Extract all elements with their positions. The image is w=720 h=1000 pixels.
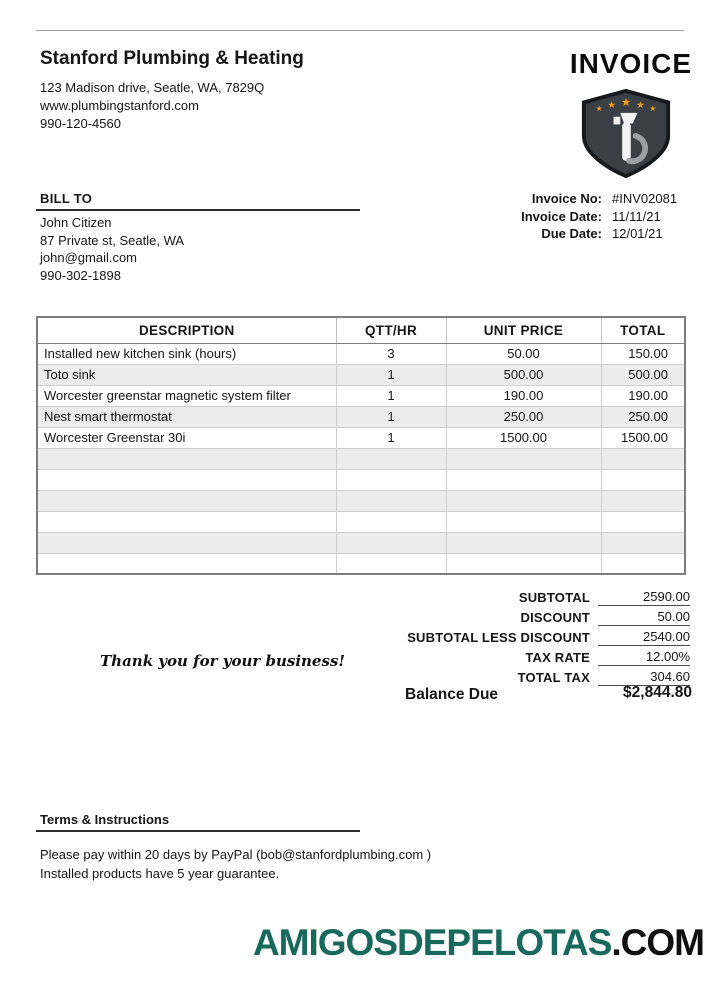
company-name: Stanford Plumbing & Heating xyxy=(40,48,304,69)
table-row-empty xyxy=(37,448,685,469)
terms-line: Installed products have 5 year guarantee. xyxy=(40,865,280,881)
table-row xyxy=(37,427,685,448)
svg-text:★: ★ xyxy=(649,104,657,113)
total-row-label: DISCOUNT xyxy=(520,610,590,625)
total-row-value: 12.00% xyxy=(598,649,690,666)
svg-text:★: ★ xyxy=(636,100,645,112)
invoice-date-value: 11/11/21 xyxy=(612,208,661,224)
cell-empty xyxy=(37,448,336,469)
cell-empty xyxy=(37,490,336,511)
cell-total: 250.00 xyxy=(601,406,685,427)
svg-text:★: ★ xyxy=(620,95,632,110)
cell-empty xyxy=(37,553,336,574)
total-row-label: TAX RATE xyxy=(525,650,590,665)
cell-empty xyxy=(336,448,446,469)
cell-total: 500.00 xyxy=(601,364,685,385)
cell-qty: 3 xyxy=(336,343,446,364)
cell-empty xyxy=(336,511,446,532)
invoice-date-label: Invoice Date: xyxy=(521,208,602,224)
total-row-value: 50.00 xyxy=(598,609,690,626)
cell-empty xyxy=(601,511,685,532)
cell-qty: 1 xyxy=(336,406,446,427)
table-row xyxy=(37,343,685,364)
company-header xyxy=(40,48,304,133)
thank-you-note: Thank you for your business! xyxy=(100,652,345,670)
table-header-row xyxy=(37,317,685,343)
bill-to-address: 87 Private st, Seatle, WA xyxy=(40,232,185,248)
invoice-title: INVOICE xyxy=(569,48,692,79)
column-header-unit-price: UNIT PRICE xyxy=(446,317,601,343)
table-row-empty xyxy=(37,469,685,490)
top-divider xyxy=(36,30,684,31)
cell-description: Worcester greenstar magnetic system filter xyxy=(37,385,336,406)
column-header-description: DESCRIPTION xyxy=(37,317,336,343)
balance-due-value: $2,844.80 xyxy=(623,684,692,701)
cell-description: Worcester Greenstar 30i xyxy=(37,427,336,448)
cell-empty xyxy=(446,490,601,511)
invoice-table-body xyxy=(37,343,685,574)
total-row-value: 2590.00 xyxy=(598,589,690,606)
cell-empty xyxy=(601,553,685,574)
shield-logo-svg xyxy=(578,88,674,180)
total-row-value: 2540.00 xyxy=(598,629,690,646)
terms-body xyxy=(40,846,431,883)
totals-rows xyxy=(407,589,690,686)
total-row-value: 304.60 xyxy=(598,669,690,686)
cell-empty xyxy=(601,469,685,490)
cell-empty xyxy=(446,553,601,574)
cell-empty xyxy=(37,532,336,553)
table-row-empty xyxy=(37,511,685,532)
due-date-value: 12/01/21 xyxy=(612,226,663,241)
cell-empty xyxy=(446,448,601,469)
terms-divider xyxy=(36,830,360,832)
cell-empty xyxy=(37,511,336,532)
company-phone: 990-120-4560 xyxy=(40,116,121,131)
total-row-label: SUBTOTAL xyxy=(518,590,590,605)
terms-line: Please pay within 20 days by PayPal (bob@stanfordplumbing.com ) xyxy=(40,847,432,862)
bill-to-phone: 990-302-1898 xyxy=(40,267,121,283)
table-row-empty xyxy=(37,532,685,553)
plumbing-shield-logo xyxy=(578,88,674,180)
cell-unit-price: 50.00 xyxy=(446,343,601,364)
bill-to-label: BILL TO xyxy=(40,191,93,206)
cell-empty xyxy=(446,469,601,490)
bill-to-divider xyxy=(36,209,360,211)
cell-empty xyxy=(336,490,446,511)
cell-empty xyxy=(601,448,685,469)
cell-unit-price: 1500.00 xyxy=(446,427,601,448)
company-address: 123 Madison drive, Seatle, WA, 7829Q xyxy=(40,80,265,95)
bill-to-email: john@gmail.com xyxy=(40,250,138,265)
cell-total: 190.00 xyxy=(601,385,685,406)
invoice-items-table xyxy=(36,316,686,575)
invoice-meta xyxy=(521,190,692,243)
company-website: www.plumbingstanford.com xyxy=(40,98,199,113)
cell-empty xyxy=(446,532,601,553)
svg-text:★: ★ xyxy=(607,100,616,112)
column-header-total: TOTAL xyxy=(601,317,685,343)
invoice-no-value: #INV02081 xyxy=(612,191,678,206)
table-row xyxy=(37,406,685,427)
cell-empty xyxy=(37,469,336,490)
cell-qty: 1 xyxy=(336,427,446,448)
footer-brand-suffix: .COM xyxy=(611,922,704,963)
cell-empty xyxy=(336,553,446,574)
cell-empty xyxy=(336,469,446,490)
cell-description: Toto sink xyxy=(37,364,336,385)
cell-empty xyxy=(601,490,685,511)
cell-empty xyxy=(336,532,446,553)
footer-brand: AMIGOSDEPELOTAS xyxy=(252,922,612,963)
bill-to-block xyxy=(40,214,184,284)
table-row-empty xyxy=(37,553,685,574)
due-date-label: Due Date: xyxy=(541,226,602,241)
svg-text:★: ★ xyxy=(595,104,603,113)
cell-description: Nest smart thermostat xyxy=(37,406,336,427)
cell-unit-price: 250.00 xyxy=(446,406,601,427)
table-row-empty xyxy=(37,490,685,511)
balance-due-label: Balance Due xyxy=(405,686,499,703)
table-row xyxy=(37,385,685,406)
cell-total: 150.00 xyxy=(601,343,685,364)
total-row-label: SUBTOTAL LESS DISCOUNT xyxy=(407,630,590,645)
table-row xyxy=(37,364,685,385)
invoice-no-label: Invoice No: xyxy=(531,191,602,206)
column-header-qty: QTT/HR xyxy=(336,317,446,343)
cell-description: Installed new kitchen sink (hours) xyxy=(37,343,336,364)
cell-unit-price: 500.00 xyxy=(446,364,601,385)
cell-empty xyxy=(601,532,685,553)
cell-total: 1500.00 xyxy=(601,427,685,448)
total-row-label: TOTAL TAX xyxy=(517,670,590,685)
terms-title: Terms & Instructions xyxy=(40,812,170,827)
cell-unit-price: 190.00 xyxy=(446,385,601,406)
cell-qty: 1 xyxy=(336,364,446,385)
footer-watermark xyxy=(253,922,704,964)
cell-empty xyxy=(446,511,601,532)
bill-to-name: John Citizen xyxy=(40,215,112,230)
cell-qty: 1 xyxy=(336,385,446,406)
